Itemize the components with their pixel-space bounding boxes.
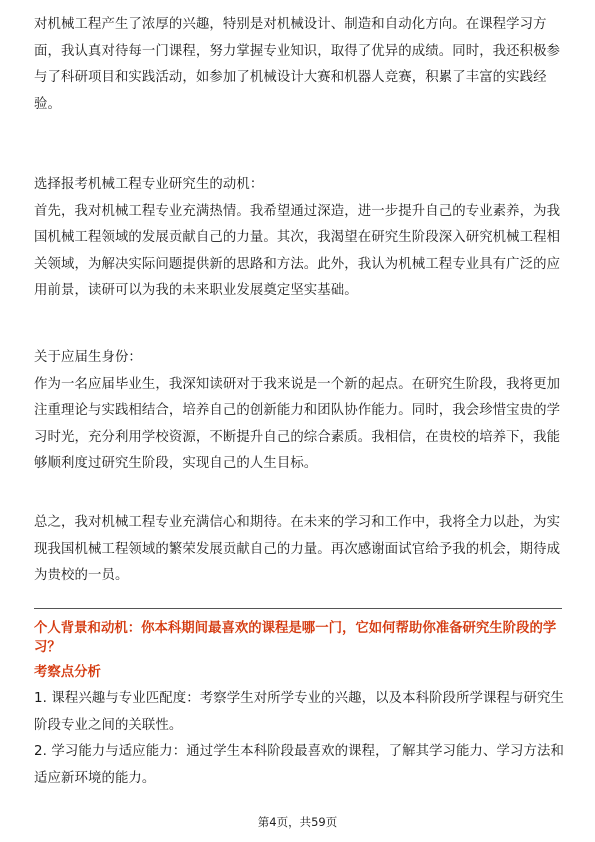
intro-section: [34, 12, 564, 118]
graduate-section: [34, 345, 564, 478]
motivation-heading: 选择报考机械工程专业研究生的动机：: [34, 177, 264, 192]
motivation-body: 首先，我对机械工程专业充满热情。我希望通过深造，进一步提升自己的专业素养，为我国机械工程领域的发展贡献自己的力量。其次，我渴望在研究生阶段深入研究机械工程相关领域，为解决实际问题提供新的思路和方法。此外，我认为机械工程专业具有广泛的应用前景，读研可以为我的未来职业发展奠定坚实基础。: [34, 203, 561, 299]
motivation-section: [34, 172, 564, 305]
question-section: [34, 619, 564, 792]
analysis-heading: 考察点分析: [34, 665, 101, 680]
analysis-point-1: 1. 课程兴趣与专业匹配度：考察学生对所学专业的兴趣，以及本科阶段所学课程与研究生阶段专业之间的关联性。: [34, 691, 564, 733]
conclusion-section: [34, 510, 564, 590]
page-footer: 第4页，共59页: [257, 815, 338, 829]
analysis-point-2: 2. 学习能力与适应能力：通过学生本科阶段最喜欢的课程，了解其学习能力、学习方法和适应新环境的能力。: [34, 744, 564, 786]
question-title: 个人背景和动机：你本科期间最喜欢的课程是哪一门，它如何帮助你准备研究生阶段的学习？: [34, 621, 557, 655]
intro-paragraph: 对机械工程产生了浓厚的兴趣，特别是对机械设计、制造和自动化方向。在课程学习方面，我认真对待每一门课程，努力掌握专业知识，取得了优异的成绩。同时，我还积极参与了科研项目和实践活动，如参加了机械设计大赛和机器人竞赛，积累了丰富的实践经验。: [34, 17, 561, 112]
graduate-body: 作为一名应届毕业生，我深知读研对于我来说是一个新的起点。在研究生阶段，我将更加注重理论与实践相结合，培养自己的创新能力和团队协作能力。同时，我会珍惜宝贵的学习时光，充分利用学校资源，不断提升自己的综合素质。我相信，在贵校的培养下，我能够顺利度过研究生阶段，实现自己的人生目标。: [34, 376, 561, 472]
conclusion-paragraph: 总之，我对机械工程专业充满信心和期待。在未来的学习和工作中，我将全力以赴，为实现我国机械工程领域的繁荣发展贡献自己的力量。再次感谢面试官给予我的机会，期待成为贵校的一员。: [34, 515, 561, 584]
section-divider: [34, 608, 562, 609]
graduate-heading: 关于应届生身份：: [34, 350, 142, 365]
